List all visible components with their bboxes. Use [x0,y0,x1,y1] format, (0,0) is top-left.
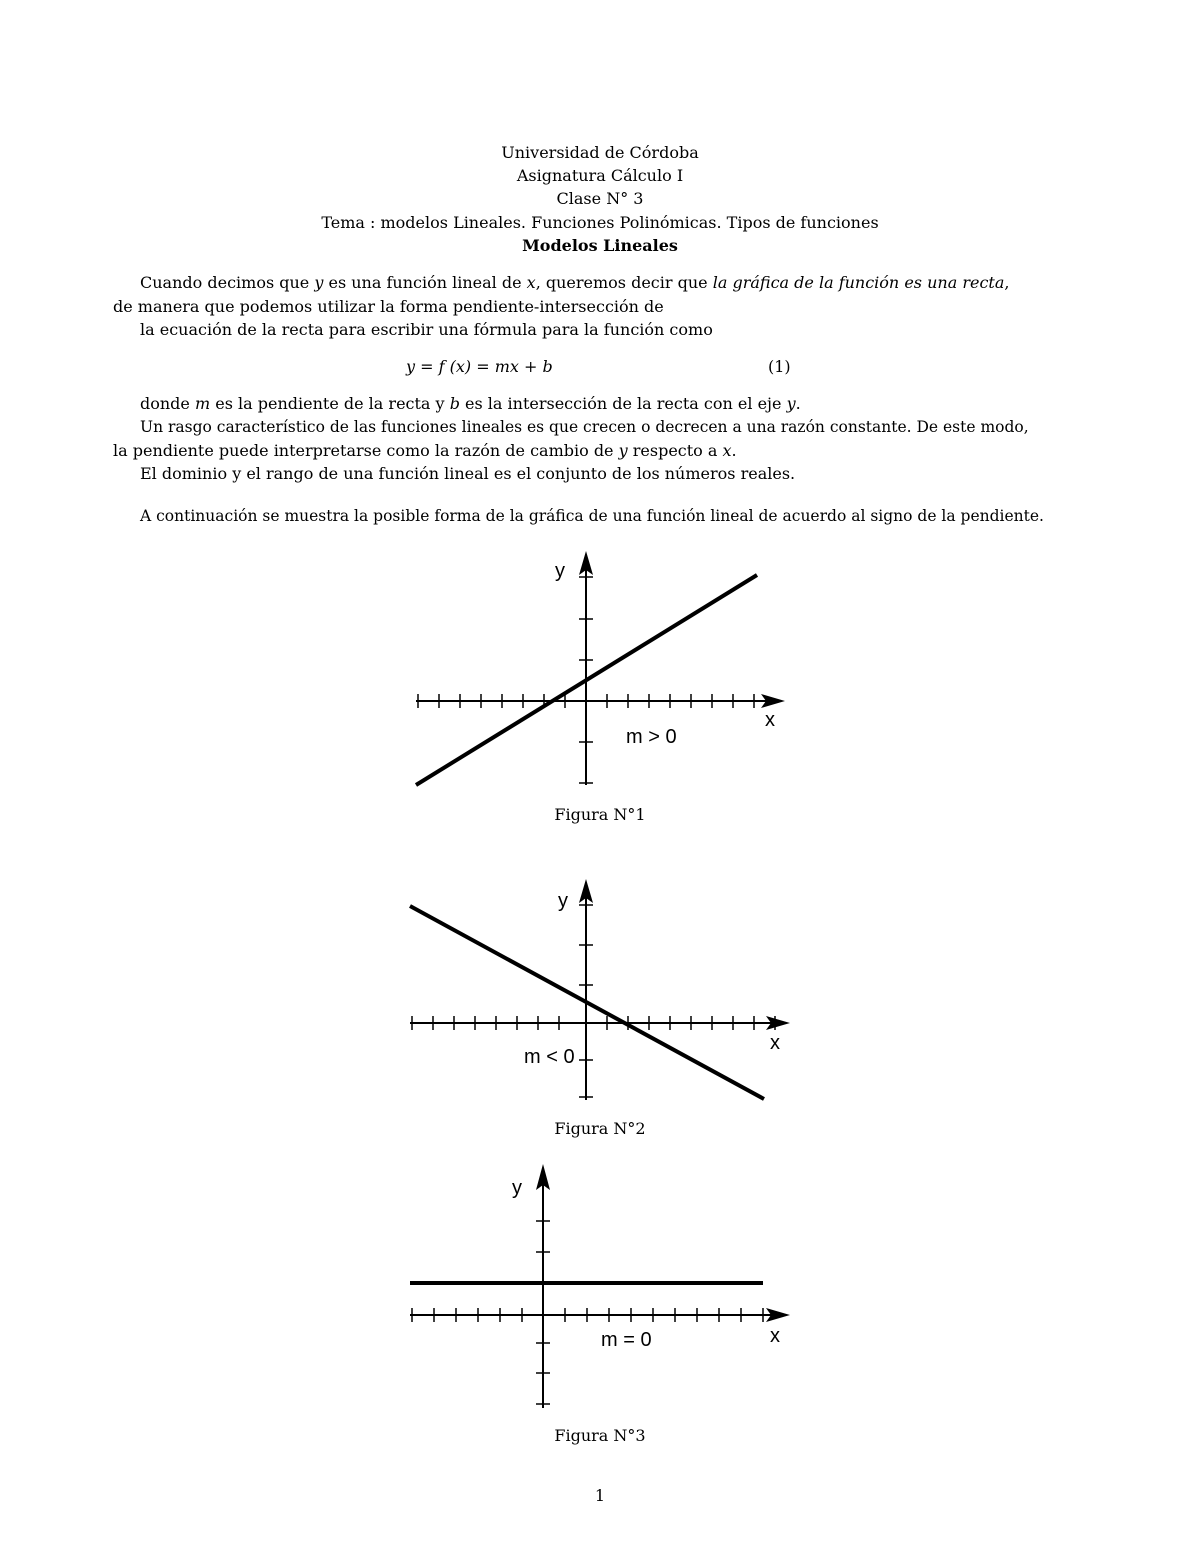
text-run: la pendiente puede interpretarse como la razón de cambio de [113,441,619,460]
text-run: . [795,394,801,413]
x-axis [410,1308,790,1322]
y-axis-label: y [555,560,565,582]
slope-annotation: m < 0 [524,1046,575,1068]
figure-3-graph [400,1158,800,1418]
section-title: Modelos Lineales [522,236,678,255]
x-axis-label: x [765,709,775,731]
text-run: es la pendiente de la recta y [210,394,450,413]
paragraph-1-line-3: la ecuación de la recta para escribir una fórmula para la función como [140,320,713,339]
y-axis [536,1164,550,1408]
figure-2-caption: Figura N°2 [554,1119,646,1138]
topic-line: Tema : modelos Lineales. Funciones Polinómicas. Tipos de funciones [321,213,879,232]
text-run: , queremos decir que [535,273,713,292]
math-var: b [449,394,460,413]
math-var: y [618,441,628,460]
university-name: Universidad de Córdoba [501,143,699,162]
x-axis [416,694,785,708]
text-run: Cuando decimos que [140,273,315,292]
y-axis [579,551,593,785]
text-run: donde [140,394,195,413]
x-axis-label: x [770,1032,780,1054]
paragraph-5: A continuación se muestra la posible forma de la gráfica de una función lineal de acuerdo al signo de la pendiente. [140,507,1044,525]
page-number: 1 [594,1486,606,1505]
figure-2-graph [400,875,800,1115]
y-axis-label: y [558,890,568,912]
paragraph-3-line-2 [113,441,737,461]
emphasis-text: la gráfica de la función es una recta [712,273,1005,292]
paragraph-2 [140,394,801,414]
subject-name: Asignatura Cálculo I [516,166,684,185]
text-run: es una función lineal de [323,273,527,292]
class-number: Clase N° 3 [556,189,644,208]
y-axis [579,879,593,1100]
figure-1-graph [400,545,800,795]
slope-annotation: m > 0 [626,726,677,748]
paragraph-3-line-1: Un rasgo característico de las funciones lineales es que crecen o decrecen a una razón constante. De este modo, [140,418,1029,436]
x-axis-label: x [770,1325,780,1347]
text-run: es la intersección de la recta con el eje [459,394,787,413]
paragraph-1-line-1 [140,273,1009,293]
text-run: . [731,441,737,460]
equation: y = f (x) = mx + b [406,357,553,376]
y-axis-label: y [512,1177,522,1199]
text-run: respecto a [627,441,723,460]
math-var: x [722,441,732,460]
math-var: y [314,273,324,292]
math-var: x [526,273,536,292]
math-var: m [194,394,211,413]
figure-3-caption: Figura N°3 [554,1426,646,1445]
figure-1-caption: Figura N°1 [554,805,646,824]
slope-annotation: m = 0 [601,1329,652,1351]
math-var: y [786,394,796,413]
paragraph-1-line-2: de manera que podemos utilizar la forma pendiente-intersección de [113,297,664,316]
paragraph-4: El dominio y el rango de una función lineal es el conjunto de los números reales. [140,464,796,483]
equation-number: (1) [768,357,791,376]
text-run: , [1004,273,1010,292]
